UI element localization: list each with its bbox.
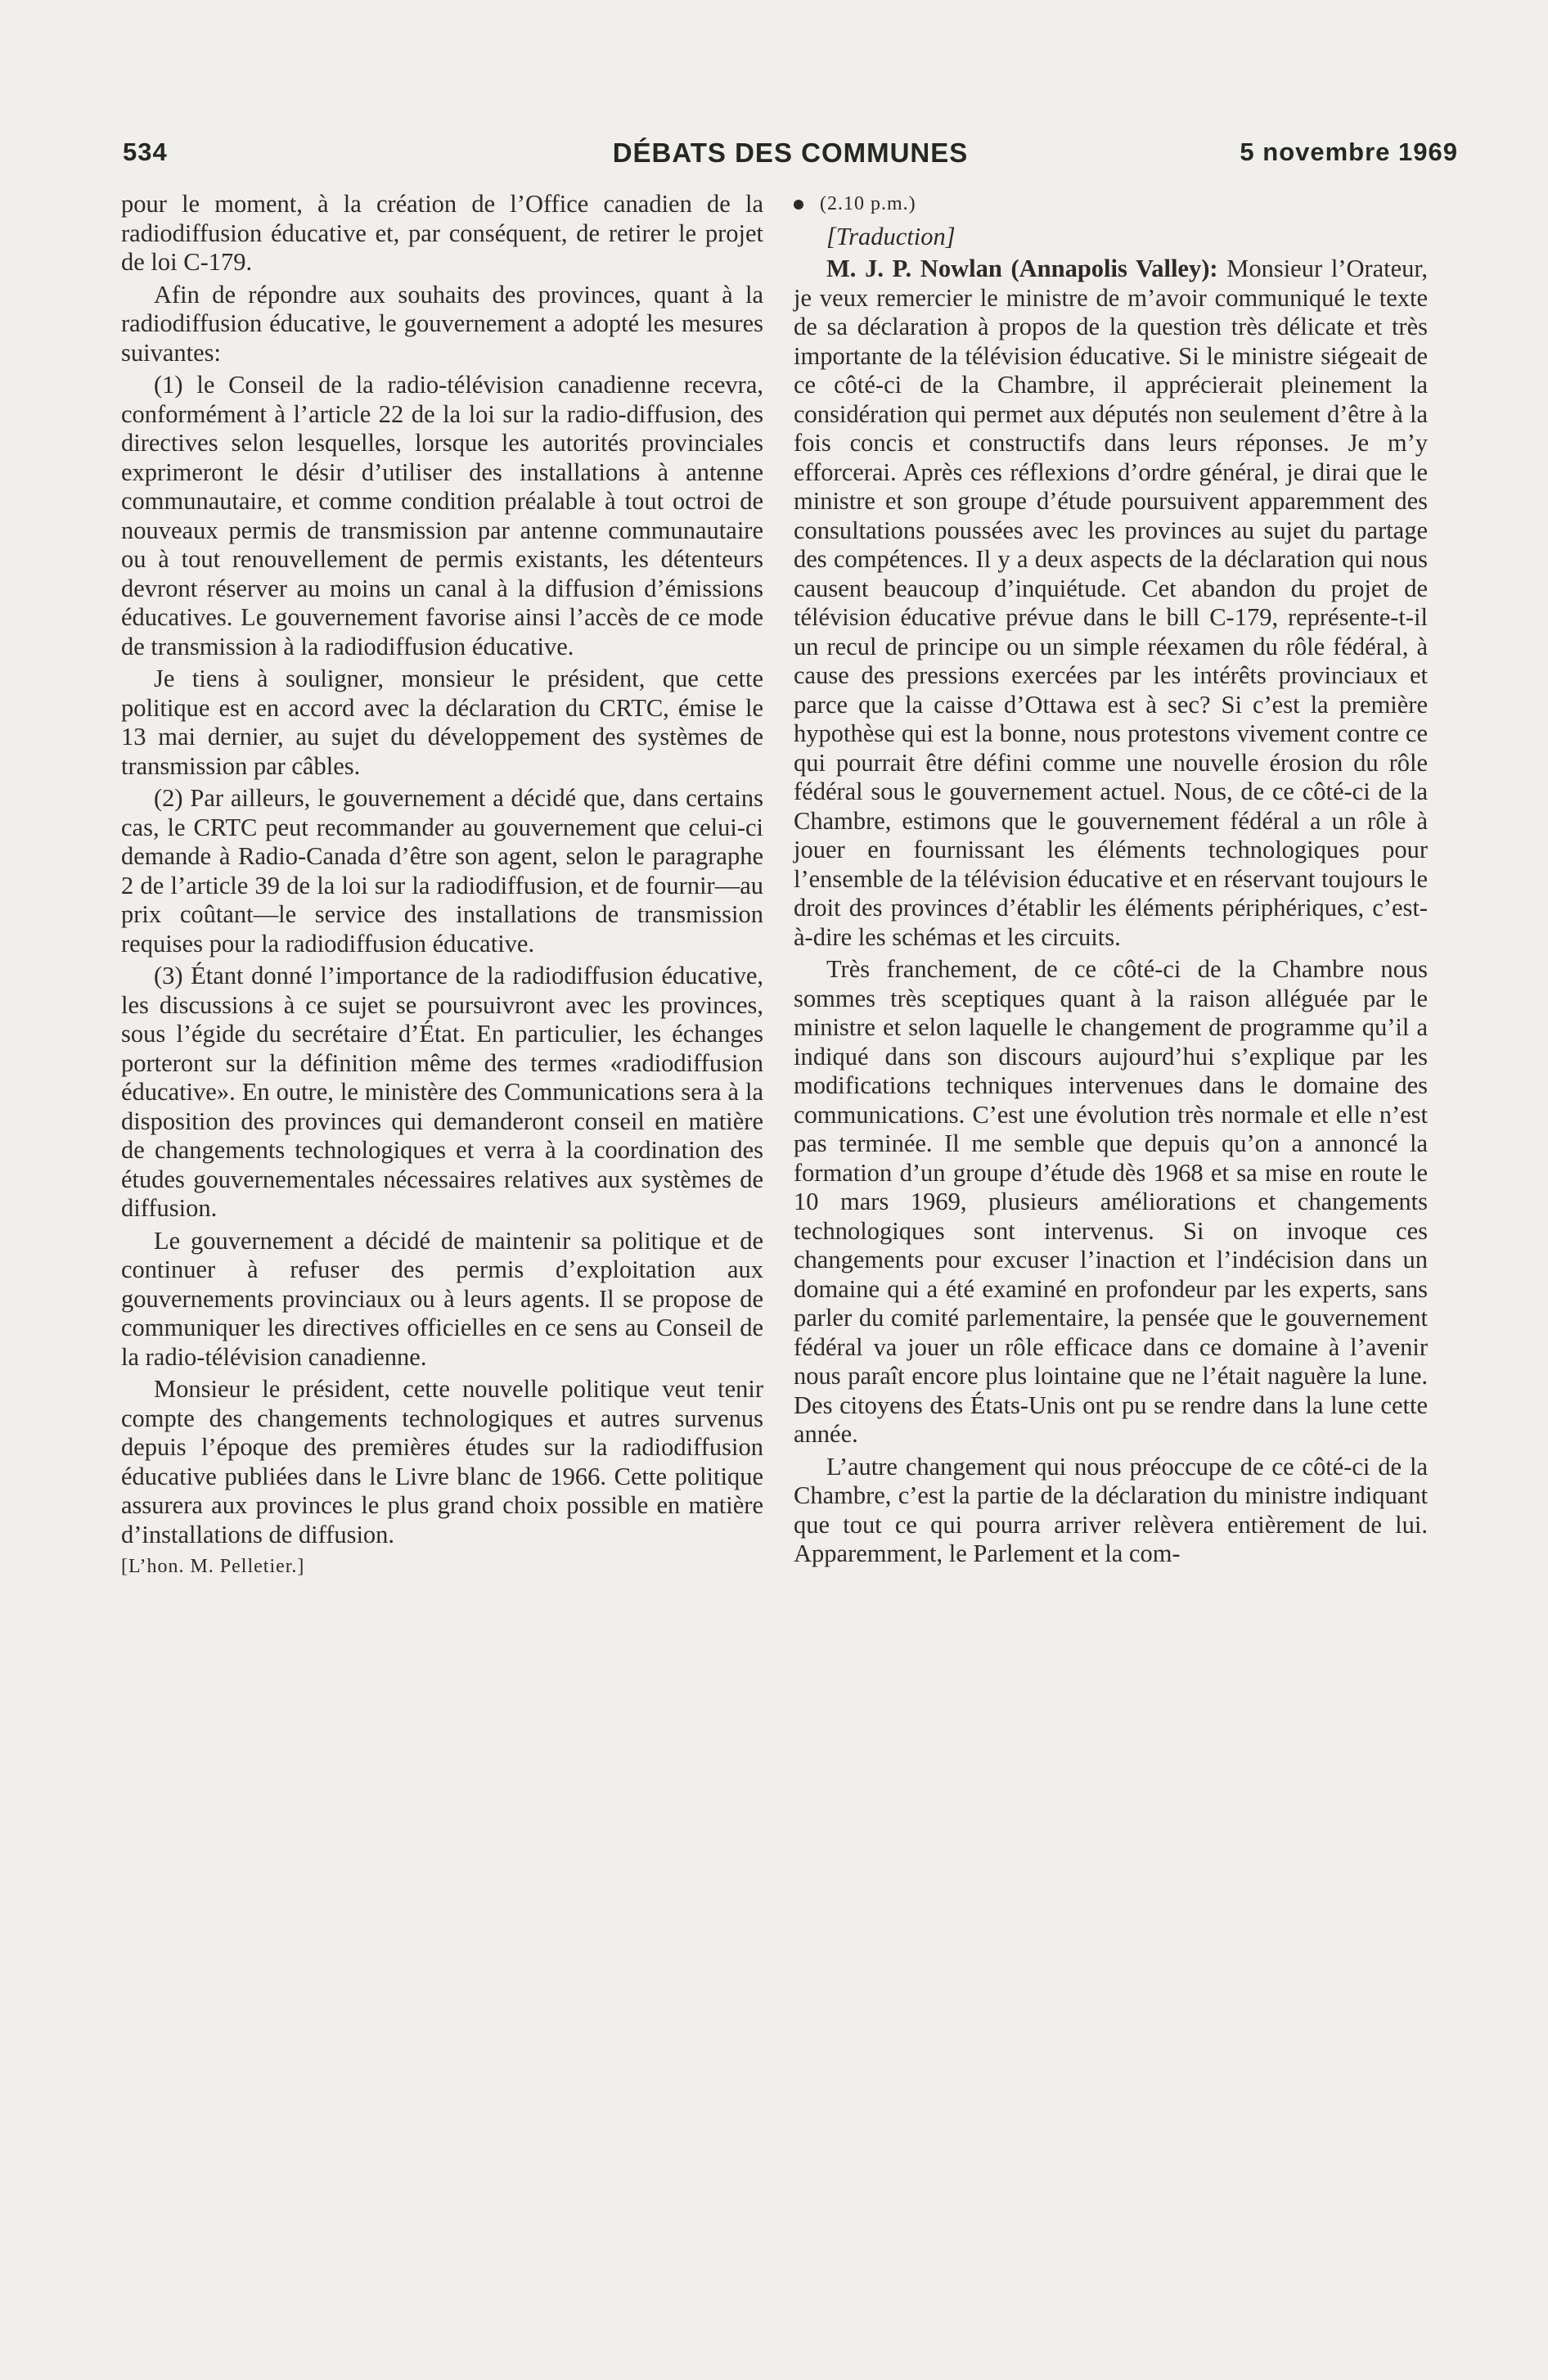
page-number: 534 <box>123 137 168 166</box>
paragraph: Le gouvernement a décidé de maintenir sa politique et de continuer à refuser des permis d’exploitation aux gouvernements provinciaux ou à leurs agents. Il se propose de communiquer les directives officielles en ce sens au Conseil de la radio-télévision canadienne. <box>121 1226 763 1371</box>
page-header <box>123 137 1458 177</box>
time-stamp-text: (2.10 p.m.) <box>820 193 916 214</box>
paragraph: Très franchement, de ce côté-ci de la Chambre nous sommes très sceptiques quant à la raison alléguée par le ministre et selon laquelle le changement de programme qu’il a indiqué dans son discours aujourd’hui s’explique par les modifications techniques intervenues dans le domaine des communications. C’est une évolution très normale et elle n’est pas terminée. Il me semble que depuis qu’on a annoncé la formation d’un groupe d’étude dès 1968 et sa mise en route le 10 mars 1969, plusieurs améliorations et changements technologiques sont intervenus. Si on invoque ces changements pour excuser l’inaction et l’indécision dans un domaine qui a été examiné en profondeur par les experts, sans parler du comité parlementaire, la pensée que le gouvernement fédéral va jouer un rôle efficace dans ce domaine à l’avenir nous paraît encore plus lointaine que ne l’était naguère la lune. Des citoyens des États-Unis ont pu se rendre dans la lune cette année. <box>794 955 1428 1448</box>
paragraph: (1) le Conseil de la radio-télévision canadienne recevra, conformément à l’article 22 de la loi sur la radio-diffusion, des directives selon lesquelles, lorsque les autorités provinciales exprimeront le désir d’utiliser des installations à antenne communautaire, et comme condition préalable à tout octroi de nouveaux permis de transmission par antenne communautaire ou à tout renouvellement de permis existants, les détenteurs devront réserver au moins un canal à la diffusion d’émissions éducatives. Le gouvernement favorise ainsi l’accès de ce mode de transmission à la radiodiffusion éducative. <box>121 371 763 660</box>
publication-title: DÉBATS DES COMMUNES <box>612 137 969 168</box>
paragraph: (3) Étant donné l’importance de la radiodiffusion éducative, les discussions à ce sujet se poursuivront avec les provinces, sous l’égide du secrétaire d’État. En particulier, les échanges porteront sur la définition même des termes «radiodiffusion éducative». En outre, le ministère des Communications sera à la disposition des provinces qui demanderont conseil en matière de changements technologiques et verra à la coordination des études gouvernementales nécessaires relatives aux systèmes de diffusion. <box>121 962 763 1222</box>
speech-paragraph <box>794 255 1428 952</box>
speaker-name: M. J. P. Nowlan (Annapolis Valley): <box>826 255 1218 282</box>
paragraph: pour le moment, à la création de l’Office canadien de la radiodiffusion éducative et, par conséquent, de retirer le projet de loi C-179. <box>121 190 763 276</box>
right-column <box>794 190 1428 1572</box>
paragraph: L’autre changement qui nous préoccupe de ce côté-ci de la Chambre, c’est la partie de la déclaration du ministre indiquant que tout ce qui pourra arriver relèvera entièrement de lui. Apparemment, le Parlement et la com- <box>794 1452 1428 1567</box>
speech-text: Monsieur l’Orateur, je veux remercier le ministre de m’avoir communiqué le texte de sa déclaration à propos de la question très délicate et très importante de la télévision éducative. Si le ministre siégeait de ce côté-ci de la Chambre, il apprécierait pleinement la considération qui permet aux députés non seulement d’être à la fois concis et constructifs dans leurs réponses. Je m’y efforcerai. Après ces réflexions d’ordre général, je dirai que le ministre et son groupe d’étude poursuivent apparemment des consultations poussées avec les provinces au sujet du partage des compétences. Il y a deux aspects de la déclaration qui nous causent beaucoup d’inquiétude. Cet abandon du projet de télévision éducative prévue dans le bill C-179, représente-t-il un recul de principe ou un simple réexamen du rôle fédéral, à cause des pressions exercées par les intérêts provinciaux et parce que la caisse d’Ottawa est à sec? Si c’est la première hypothèse qui est la bonne, nous protestons vivement contre ce qui pourrait être défini comme une nouvelle érosion du rôle fédéral sous le gouvernement actuel. Nous, de ce côté-ci de la Chambre, estimons que le gouvernement fédéral a un rôle à jouer en fournissant les éléments technologiques pour l’ensemble de la télévision éducative et en réservant toujours le droit des provinces d’établir les éléments périphériques, c’est-à-dire les schémas et les circuits. <box>794 255 1428 951</box>
left-column <box>121 190 763 1585</box>
paragraph: Afin de répondre aux souhaits des provinces, quant à la radiodiffusion éducative, le gouvernement a adopté les mesures suivantes: <box>121 280 763 367</box>
paragraph: Je tiens à souligner, monsieur le président, que cette politique est en accord avec la déclaration du CRTC, émise le 13 mai dernier, au sujet du développement des systèmes de transmission par câbles. <box>121 665 763 780</box>
time-stamp <box>794 190 1428 219</box>
bullet-icon <box>794 200 803 210</box>
page-date: 5 novembre 1969 <box>1240 137 1458 166</box>
paragraph: Monsieur le président, cette nouvelle politique veut tenir compte des changements technologiques et autres survenus depuis l’époque des premières études sur la radiodiffusion éducative publiées dans le Livre blanc de 1966. Cette politique assurera aux provinces le plus grand choix possible en matière d’installations de diffusion. <box>121 1375 763 1548</box>
translation-tag: [Traduction] <box>826 222 956 250</box>
speaker-attribution: [L’hon. M. Pelletier.] <box>121 1556 305 1577</box>
paragraph: (2) Par ailleurs, le gouvernement a décidé que, dans certains cas, le CRTC peut recommander au gouvernement que celui-ci demande à Radio-Canada d’être son agent, selon le paragraphe 2 de l’article 39 de la loi sur la radiodiffusion, et de fournir—au prix coûtant—le service des installations de transmission requises pour la radiodiffusion éducative. <box>121 784 763 958</box>
